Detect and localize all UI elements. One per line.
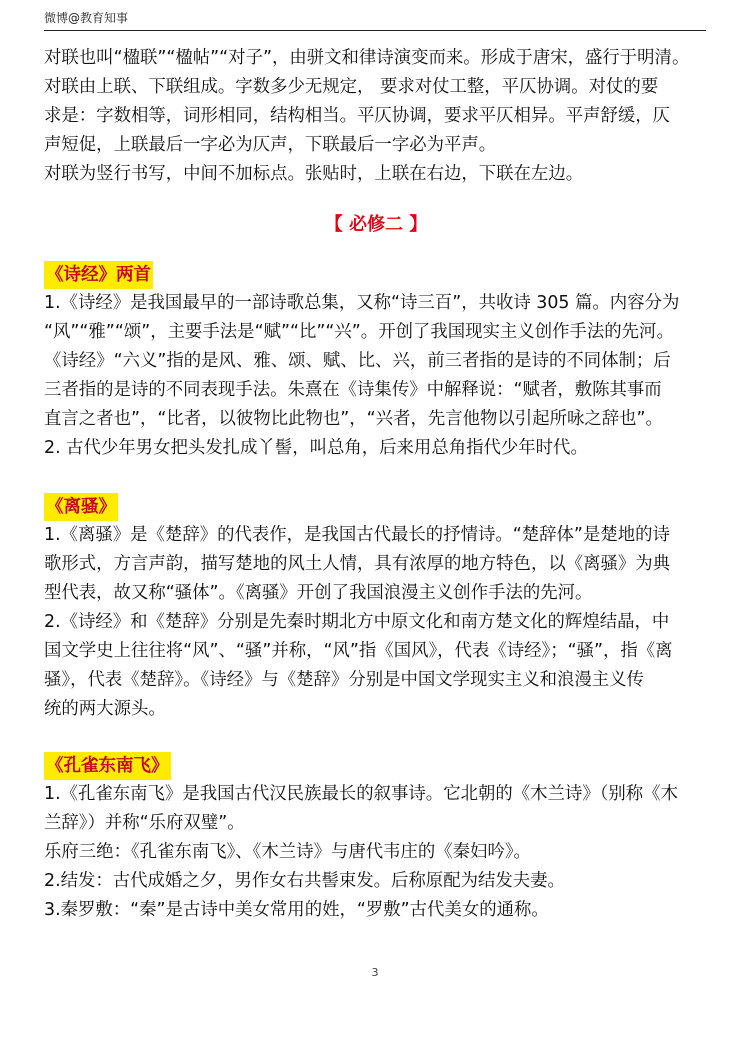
paragraph-line: 声短促，上联最后一字必为仄声，下联最后一字必为平声。 xyxy=(44,135,497,155)
paragraph-line: 型代表，故又称“骚体”。《离骚》开创了我国浪漫主义创作手法的先河。 xyxy=(44,583,593,603)
paragraph-line: 统的两大源头。 xyxy=(44,699,166,719)
lisao-heading: 《离骚》 xyxy=(44,493,118,521)
paragraph-line: 直言之者也”，“比者，以彼物比此物也”，“兴者，先言他物以引起所咏之辞也”。 xyxy=(44,409,663,429)
paragraph-line: 兰辞》）并称“乐府双璧”。 xyxy=(44,813,245,833)
paragraph-line: 乐府三绝：《孔雀东南飞》、《木兰诗》与唐代韦庄的《秦妇吟》。 xyxy=(44,842,531,862)
shijing-section xyxy=(44,261,708,463)
kongque-heading: 《孔雀东南飞》 xyxy=(44,752,171,780)
section-title: 【 必修二 】 xyxy=(324,214,428,235)
paragraph-line: 1.《诗经》是我国最早的一部诗歌总集，又称“诗三百”，共收诗 305 篇。内容分为 xyxy=(44,293,680,313)
paragraph-line: “风”“雅”“颂”，主要手法是“赋”“比”“兴”。开创了我国现实主义创作手法的先河。 xyxy=(44,322,674,342)
document-body xyxy=(44,44,708,925)
lisao-section xyxy=(44,493,708,724)
paragraph-line: 1.《孔雀东南飞》是我国古代汉民族最长的叙事诗。它北朝的《木兰诗》（别称《木 xyxy=(44,784,678,804)
paragraph-line: 2. 古代少年男女把头发扎成丫髻，叫总角，后来用总角指代少年时代。 xyxy=(44,438,588,458)
page-header: 微博@教育知事 xyxy=(44,10,706,31)
paragraph-line: 1.《离骚》是《楚辞》的代表作，是我国古代最长的抒情诗。“楚辞体”是楚地的诗 xyxy=(44,525,670,545)
paragraph-line: 国文学史上往往将“风”、“骚”并称，“风”指《国风》，代表《诗经》；“骚”，指《离 xyxy=(44,641,673,661)
kongque-section xyxy=(44,752,708,925)
paragraph-line: 《诗经》“六义”指的是风、雅、颂、赋、比、兴，前三者指的是诗的不同体制；后 xyxy=(44,351,671,371)
paragraph-line: 对联由上联、下联组成。字数多少无规定， 要求对仗工整，平仄协调。对仗的要 xyxy=(44,77,659,97)
intro-section xyxy=(44,44,708,189)
paragraph-line: 骚》，代表《楚辞》。《诗经》与《楚辞》分别是中国文学现实主义和浪漫主义传 xyxy=(44,670,644,690)
paragraph-line: 对联为竖行书写，中间不加标点。张贴时，上联在右边，下联在左边。 xyxy=(44,164,584,184)
shijing-heading: 《诗经》两首 xyxy=(44,261,153,289)
page-number: 3 xyxy=(371,966,379,979)
paragraph-line: 三者指的是诗的不同表现手法。朱熹在《诗集传》中解释说：“赋者，敷陈其事而 xyxy=(44,380,662,400)
paragraph-line: 求是：字数相等，词形相同，结构相当。平仄协调，要求平仄相异。平声舒缓，仄 xyxy=(44,106,671,126)
paragraph-line: 3.秦罗敷：“秦”是古诗中美女常用的姓，“罗敷”古代美女的通称。 xyxy=(44,900,549,920)
paragraph-line: 2.结发：古代成婚之夕，男作女右共髻束发。后称原配为结发夫妻。 xyxy=(44,871,565,891)
paragraph-line: 歌形式，方言声韵，描写楚地的风土人情，具有浓厚的地方特色，以《离骚》为典 xyxy=(44,554,671,574)
paragraph-line: 对联也叫“楹联”“楹帖”“对子”，由骈文和律诗演变而来。形成于唐宋，盛行于明清。 xyxy=(44,48,690,68)
paragraph-line: 2.《诗经》和《楚辞》分别是先秦时期北方中原文化和南方楚文化的辉煌结晶，中 xyxy=(44,612,670,632)
